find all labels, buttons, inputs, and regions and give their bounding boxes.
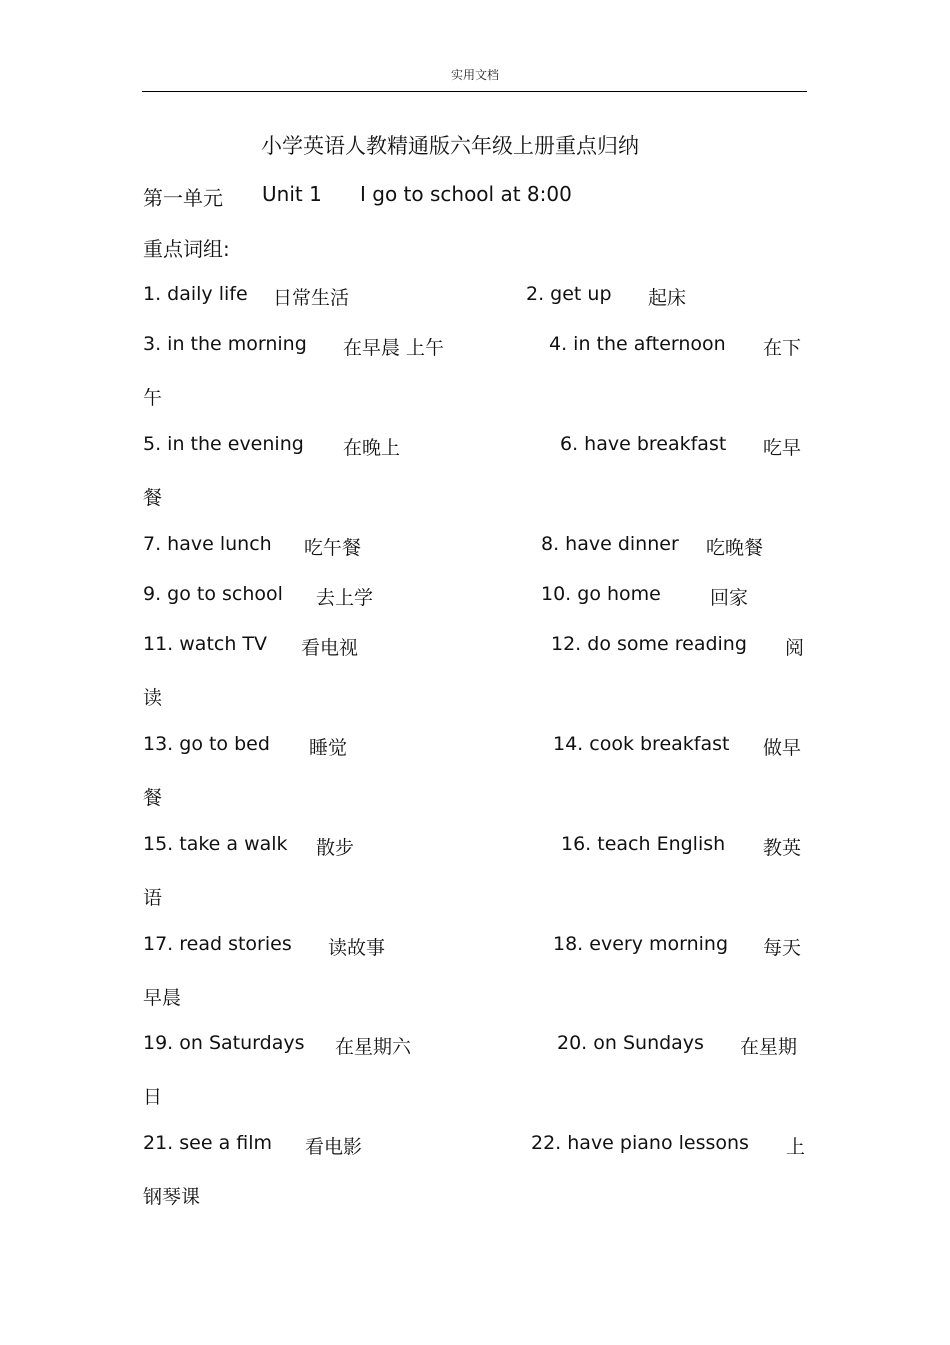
phrase-cn: 在晚上 <box>343 437 401 459</box>
phrase-row <box>0 533 950 583</box>
phrase-cn: 散步 <box>316 837 355 859</box>
phrase-en: 4. in the afternoon <box>549 333 726 355</box>
phrase-cn: 看电影 <box>305 1136 363 1158</box>
phrase-en: 7. have lunch <box>143 533 272 555</box>
phrase-cn: 起床 <box>648 287 687 309</box>
phrase-en: 20. on Sundays <box>557 1032 704 1054</box>
phrase-en: 16. teach English <box>561 833 726 855</box>
phrase-cn: 睡觉 <box>309 737 348 759</box>
phrase-row <box>0 1132 950 1182</box>
phrase-cn: 在星期 <box>740 1036 798 1058</box>
phrase-cn: 吃早 <box>763 437 802 459</box>
phrase-cn: 回家 <box>710 587 749 609</box>
phrase-en: 12. do some reading <box>551 633 747 655</box>
phrase-cn: 教英 <box>763 837 802 859</box>
document-title: 小学英语人教精通版六年级上册重点归纳 <box>261 134 639 158</box>
phrase-wrap-row <box>0 783 950 833</box>
phrase-en: 22. have piano lessons <box>531 1132 749 1154</box>
phrase-en: 14. cook breakfast <box>553 733 730 755</box>
phrase-en: 3. in the morning <box>143 333 307 355</box>
phrase-cn-wrap: 餐 <box>143 487 163 509</box>
phrase-cn-wrap: 读 <box>143 687 163 709</box>
phrase-en: 6. have breakfast <box>560 433 727 455</box>
phrase-row <box>0 1032 950 1082</box>
phrase-en: 15. take a walk <box>143 833 288 855</box>
phrase-cn: 去上学 <box>316 587 374 609</box>
phrase-wrap-row <box>0 983 950 1033</box>
phrase-cn: 阅 <box>785 637 805 659</box>
unit-title: I go to school at 8:00 <box>360 182 572 206</box>
phrase-row <box>0 583 950 633</box>
phrase-wrap-row <box>0 1182 950 1232</box>
phrase-cn-wrap: 早晨 <box>143 987 182 1009</box>
phrase-en: 9. go to school <box>143 583 283 605</box>
phrase-row <box>0 833 950 883</box>
phrase-cn: 吃晚餐 <box>706 537 764 559</box>
page-header: 实用文档 <box>450 68 499 82</box>
phrase-row <box>0 433 950 483</box>
phrase-row <box>0 333 950 383</box>
phrase-cn: 做早 <box>763 737 802 759</box>
phrase-en: 21. see a film <box>143 1132 273 1154</box>
phrase-en: 18. every morning <box>553 933 729 955</box>
phrase-wrap-row <box>0 883 950 933</box>
phrase-cn-wrap: 钢琴课 <box>143 1186 201 1208</box>
phrase-cn: 看电视 <box>301 637 359 659</box>
phrase-wrap-row <box>0 683 950 733</box>
phrase-en: 13. go to bed <box>143 733 270 755</box>
header-divider <box>142 91 807 92</box>
phrase-row <box>0 633 950 683</box>
phrase-en: 1. daily life <box>143 283 248 305</box>
phrase-cn: 在下 <box>763 337 802 359</box>
phrase-en: 2. get up <box>526 283 612 305</box>
phrase-wrap-row <box>0 383 950 433</box>
phrase-row <box>0 733 950 783</box>
phrase-cn: 吃午餐 <box>304 537 362 559</box>
phrase-cn-wrap: 语 <box>143 887 163 909</box>
phrase-en: 8. have dinner <box>541 533 679 555</box>
phrase-cn: 每天 <box>763 937 802 959</box>
phrase-cn-wrap: 午 <box>143 387 163 409</box>
phrase-en: 10. go home <box>541 583 661 605</box>
unit-number: Unit 1 <box>262 182 322 206</box>
phrase-wrap-row <box>0 1082 950 1132</box>
phrase-cn: 上 <box>786 1136 806 1158</box>
phrase-cn: 读故事 <box>328 937 386 959</box>
phrase-row <box>0 933 950 983</box>
unit-cn-label: 第一单元 <box>143 186 223 210</box>
phrase-row <box>0 283 950 333</box>
phrase-cn: 在星期六 <box>335 1036 412 1058</box>
phrase-en: 19. on Saturdays <box>143 1032 305 1054</box>
phrase-en: 17. read stories <box>143 933 292 955</box>
section-label: 重点词组: <box>143 237 230 261</box>
phrase-cn: 在早晨 上午 <box>343 337 445 359</box>
phrase-wrap-row <box>0 483 950 533</box>
phrase-cn: 日常生活 <box>273 287 350 309</box>
phrase-en: 11. watch TV <box>143 633 268 655</box>
phrase-cn-wrap: 餐 <box>143 787 163 809</box>
phrase-cn-wrap: 日 <box>143 1086 163 1108</box>
phrase-en: 5. in the evening <box>143 433 304 455</box>
